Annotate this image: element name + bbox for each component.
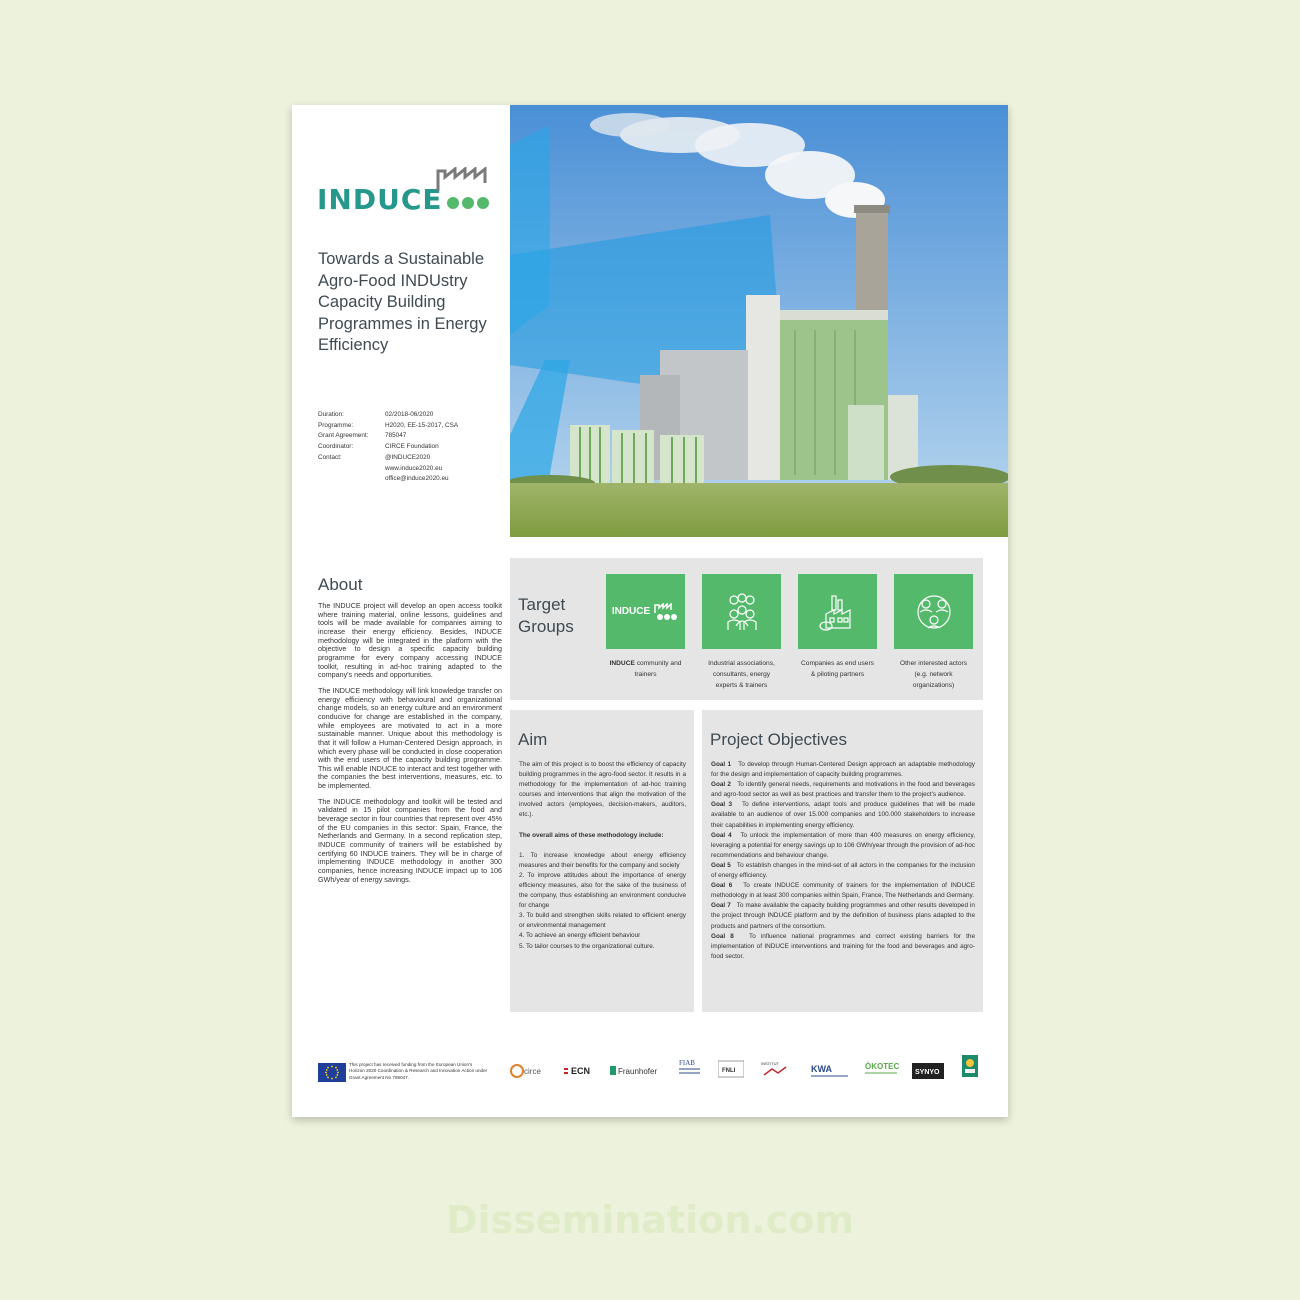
svg-text:SYNYO: SYNYO [915, 1069, 940, 1076]
partner-logo [810, 1059, 850, 1084]
partner-logo [562, 1063, 602, 1084]
about-paragraph: The INDUCE methodology will link knowledge transfer on energy efficiency with behavioural and organizational change models, so an energy culture and an environment conducive for change are established in the company, while employees are motivated to act in a more sustainable manner. Unique about this methodology is that it will follow a Human-Centered Design approach, in which every phase will be conducted in close cooperation with the end users of the capacity building programme. This will enable INDUCE to interact and test together with the companies the best interventions, measures, etc. to be implemented. [318, 685, 502, 791]
target-group-caption: Industrial associations, consultants, energy experts & trainers [708, 660, 775, 689]
watermark: Dissemination.com [446, 1198, 854, 1242]
partner-logo [610, 1063, 662, 1084]
partner-logos [510, 1051, 990, 1085]
aim-item: 4. To achieve an energy efficient behaviour [519, 932, 641, 940]
contact-twitter: @INDUCE2020 [385, 453, 431, 461]
objectives-panel [702, 710, 983, 1012]
partner-logo [718, 1059, 744, 1084]
logo-text: INDUCE [317, 183, 443, 216]
target-group-card [894, 574, 973, 691]
aim-subheading: The overall aims of these methodology include: [519, 831, 664, 839]
aim-item: 5. To tailor courses to the organizational culture. [519, 942, 655, 950]
objectives-heading: Project Objectives [710, 730, 847, 749]
partner-logo [510, 1063, 546, 1084]
target-group-card [702, 574, 781, 691]
aim-item: 2. To improve attitudes about the importance of energy efficiency measures, also for the sake of the business of the company, thus establishing an environment conducive for change [519, 871, 686, 910]
funding-statement: This project has received funding from the European Union's Horizon 2020 Coordination & Research and Innovation Action under Grant Agreement No 785047. [349, 1062, 488, 1080]
aim-intro: The aim of this project is to boost the efficiency of capacity building programmes in the agro-food sector. It results in a methodology for the implementation of ad-hoc training courses and interventions that align the motivation of the involved actors (employees, decision-makers, auditors, etc.). [519, 761, 686, 819]
people-group-icon [702, 574, 781, 649]
target-group-caption: Other interested actors (e.g. network organizations) [899, 660, 968, 689]
aim-text [519, 760, 686, 952]
goal-item: Goal 5 To establish changes in the mind-set of all actors in the companies for the inclusion of energy efficiency. [711, 861, 975, 880]
target-group-caption: Companies as end users & piloting partners [801, 660, 874, 678]
page-title: Towards a Sustainable Agro-Food INDUstry Capacity Building Programmes in Energy Efficiency [318, 250, 487, 354]
svg-text:ECN: ECN [571, 1066, 591, 1076]
project-details [318, 410, 508, 485]
svg-text:Fraunhofer: Fraunhofer [618, 1067, 658, 1076]
coordinator-label: Coordinator: [318, 443, 354, 451]
goal-item: Goal 6 To create INDUCE community of trainers for the implementation of INDUCE methodology in at least 300 companies within Spain, France, The Netherlands and Germany. [711, 882, 975, 900]
grant-label: Grant Agreement: [318, 432, 369, 440]
duration-value: 02/2018-06/2020 [385, 411, 434, 418]
goal-item: Goal 8 To influence national programmes and correct existing barriers for the implementation of INDUCE interventions and training for the food and beverages and agro-food sector. [711, 932, 975, 960]
duration-label: Duration: [318, 411, 344, 418]
aim-item: 3. To build and strengthen skills related to efficient energy or environmental management [519, 912, 686, 930]
about-heading: About [318, 575, 363, 594]
objectives-list [711, 760, 975, 962]
goal-item: Goal 7 To make available the capacity building programmes and other results developed in the project through INDUCE platform and by the definition of business plans adapted to the products and partners of the consortium. [711, 902, 975, 930]
svg-text:KWA: KWA [811, 1064, 832, 1074]
programme-label: Programme: [318, 421, 354, 429]
partner-logo [864, 1059, 900, 1084]
factory-logo-icon [435, 167, 501, 211]
aim-item: 1. To increase knowledge about energy efficiency measures and their benefits for the company and society [519, 851, 686, 869]
partner-logo [760, 1057, 790, 1086]
svg-text:FNLI: FNLI [722, 1068, 736, 1074]
about-text [318, 602, 502, 891]
about-paragraph: The INDUCE project will develop an open access toolkit where training material, online lessons, guidelines and tools will be made available for companies aiming to increase their energy efficiency. Besides, INDUCE methodology will be integrated in the platform with the objective to design a specific capacity building programme for every company accessing INDUCE toolkit, resulting in ad-hoc training adapted to the company's needs and opportunities. [318, 601, 502, 680]
about-paragraph: The INDUCE methodology and toolkit will be tested and validated in 15 pilot companies from the food and beverage sector in four countries that represent over 45% of the EU companies in this sector: Spain, France, the Netherlands and Germany. In a second replication step, INDUCE community of trainers will be established by certifying 60 INDUCE trainers. They will be in charge of implementing INDUCE methodology in another 300 companies, hence increasing INDUCE impact up to 106 GWh/year of energy savings. [318, 796, 502, 884]
aim-heading: Aim [518, 730, 548, 749]
goal-item: Goal 2 To identify general needs, requirements and motivations in the food and beverages and agro-food sector as well as best practices and transfer them to the project's audience. [711, 781, 975, 799]
programme-value: H2020, EE-15-2017, CSA [385, 421, 459, 429]
contact-label: Contact: [318, 453, 342, 461]
network-icon [894, 574, 973, 649]
contact-website: www.induce2020.eu [385, 464, 443, 472]
grant-value: 785047 [385, 432, 407, 440]
induce-logo-icon [606, 574, 685, 649]
eu-flag-icon [318, 1063, 346, 1082]
goal-item: Goal 3 To define interventions, adapt tools and produce guidelines that will be made available to an audience of over 15.000 companies and 100.000 stakeholders to increase their capabilities in implementing energy efficiency. [711, 801, 976, 829]
contact-email: office@induce2020.eu [385, 475, 449, 483]
svg-text:circe: circe [524, 1067, 541, 1076]
svg-text:ÖKOTEC: ÖKOTEC [865, 1062, 900, 1071]
partner-crest-logo [962, 1055, 978, 1082]
coordinator-value: CIRCE Foundation [385, 443, 439, 451]
target-group-caption: INDUCE community and trainers [609, 660, 682, 678]
target-group-card [798, 574, 877, 680]
partner-logo [912, 1063, 944, 1084]
partner-logo [678, 1055, 702, 1086]
induce-logo [317, 167, 507, 217]
goal-item: Goal 4 To unlock the implementation of more than 400 measures on energy efficiency, leveraging a potential for energy savings up to 106 GWh/year through the provision of ad-hoc recommendations and behaviour change. [711, 831, 975, 859]
poster [292, 105, 1008, 1117]
target-groups-panel [510, 558, 983, 700]
aim-panel [510, 710, 694, 1012]
hero-photo-power-plant [510, 105, 1008, 537]
goal-item: Goal 1 To develop through Human-Centered Design approach an adaptable methodology for the design and implementation of capacity building programmes. [711, 761, 976, 779]
tile-logo-text: INDUCE [611, 606, 651, 617]
factory-icon [798, 574, 877, 649]
target-group-card [606, 574, 685, 680]
svg-text:FIAB: FIAB [679, 1059, 695, 1067]
svg-text:INSTITUT: INSTITUT [761, 1061, 779, 1066]
target-groups-heading: Target Groups [518, 595, 574, 636]
